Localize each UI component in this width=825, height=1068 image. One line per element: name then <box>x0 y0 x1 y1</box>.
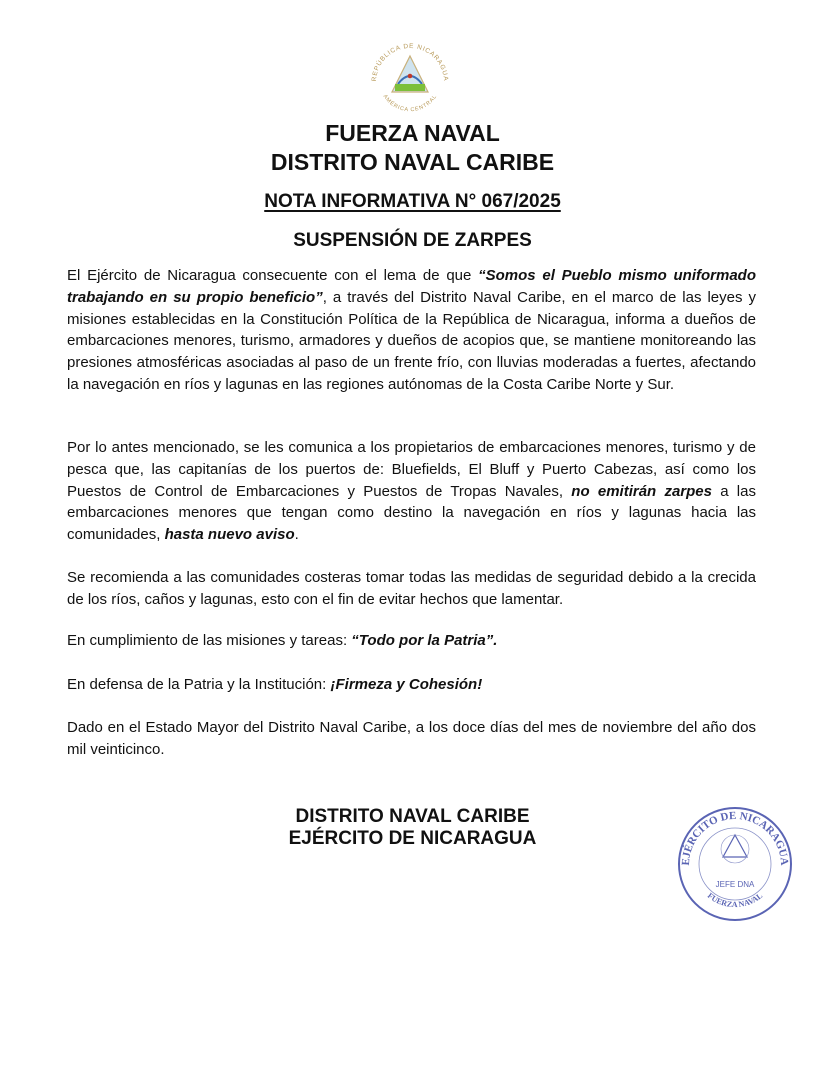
paragraph-text: El Ejército de Nicaragua consecuente con el lema de que <box>67 267 479 284</box>
paragraph-recommendation <box>67 567 756 611</box>
svg-text:AMÉRICA CENTRAL: AMÉRICA CENTRAL <box>381 93 439 114</box>
note-number: NOTA INFORMATIVA N° 067/2025 <box>264 191 561 212</box>
paragraph-text: . <box>294 526 299 544</box>
svg-text:EJÉRCITO DE NICARAGUA: EJÉRCITO DE NICARAGUA <box>679 809 791 866</box>
slogan-emphasis: “Todo por la Patria”. <box>351 632 498 649</box>
no-zarpes-emphasis: no emitirán zarpes <box>571 482 712 500</box>
paragraph-text: En cumplimiento de las misiones y tareas: <box>67 632 352 649</box>
paragraph-text: Se recomienda a las comunidades costeras tomar todas las medidas de seguridad debido a la crecida de los ríos, caños y lagunas, esto con el fin de evitar hechos que lamentar. <box>67 569 756 608</box>
nicaragua-coat-of-arms-icon <box>366 38 454 118</box>
official-stamp-icon <box>671 805 799 923</box>
paragraph-date <box>67 717 756 761</box>
signature-line-ejercito: EJÉRCITO DE NICARAGUA <box>288 828 537 849</box>
header-line-fuerza-naval: FUERZA NAVAL <box>325 120 500 146</box>
paragraph-text: Dado en el Estado Mayor del Distrito Naval Caribe, a los doce días del mes de noviembre del año dos mil veinticinco. <box>67 719 756 758</box>
paragraph-suspension <box>67 437 756 546</box>
header-line-distrito: DISTRITO NAVAL CARIBE <box>270 149 555 175</box>
paragraph-missions <box>67 630 756 652</box>
motto-emphasis: “Somos el Pueblo mismo uniformado trabajando en su propio beneficio” <box>67 267 756 306</box>
until-notice-emphasis: hasta nuevo aviso <box>164 526 295 544</box>
paragraph-text: Por lo antes mencionado, se les comunica a los propietarios de embarcaciones menores, turismo y de pesca que, las capitanías de los puertos de: Bluefields, El Bluff y Puerto Cabezas, así como los Puestos de Control de Embarcaciones y Puestos de Tropas Navales, <box>67 439 756 500</box>
document-header <box>0 119 825 177</box>
paragraph-text: En defensa de la Patria y la Institución: <box>67 676 331 693</box>
slogan-emphasis: ¡Firmeza y Cohesión! <box>330 676 483 693</box>
paragraph-defense <box>67 674 756 696</box>
svg-text:FUERZA NAVAL: FUERZA NAVAL <box>705 891 765 910</box>
note-subject: SUSPENSIÓN DE ZARPES <box>293 230 532 251</box>
paragraph-text: , a través del Distrito Naval Caribe, en el marco de las leyes y misiones establecidas en la Constitución Política de la República de Nicaragua, informa a dueños de embarcaciones menores, turismo, armadores y dueños de acopios que, se mantiene monitoreando las presiones atmosféricas asociadas al paso de un frente frío, con lluvias moderadas a fuertes, afectando la navegación en ríos y lagunas en las regiones autónomas de la Costa Caribe Norte y Sur. <box>67 288 757 393</box>
svg-text:REPÚBLICA DE NICARAGUA: REPÚBLICA DE NICARAGUA <box>370 42 450 82</box>
svg-text:JEFE DNA: JEFE DNA <box>715 880 755 889</box>
paragraph-intro <box>67 265 756 396</box>
signature-line-distrito: DISTRITO NAVAL CARIBE <box>295 806 530 827</box>
paragraph-text: a las embarcaciones menores que tengan como destino la navegación en ríos y lagunas hacia las comunidades, <box>67 482 756 544</box>
